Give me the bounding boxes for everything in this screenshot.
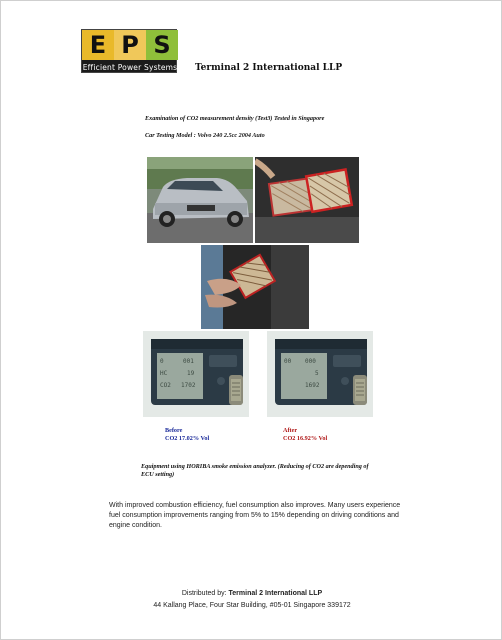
equipment-note: Equipment using HORIBA smoke emission analyzer. (Reducing of CO2 are depending of ECU setting) bbox=[141, 463, 369, 478]
logo-letter-p: P bbox=[114, 30, 146, 60]
before-row-2-value: 19 bbox=[187, 370, 195, 377]
after-title: After bbox=[283, 427, 298, 434]
body-paragraph: With improved combustion efficiency, fuel consumption also improves. Many users experience fuel consumption improvements ranging from 5% to 15% depending on driving conditions and engine condition. bbox=[109, 502, 401, 529]
analyzer-before-photo bbox=[143, 331, 249, 417]
after-co2-value: CO2 16.92% Vol bbox=[283, 434, 328, 442]
after-row-3-value: 1692 bbox=[305, 382, 320, 389]
before-row-1-value: 001 bbox=[183, 358, 194, 365]
filter-install-photo bbox=[201, 245, 309, 329]
before-row-3-label: CO2 bbox=[160, 382, 171, 389]
after-row-1-value: 000 bbox=[305, 358, 316, 365]
after-row-1-label: 00 bbox=[284, 358, 292, 365]
after-caption bbox=[283, 427, 327, 442]
logo-tagline: Efficient Power Systems bbox=[82, 63, 178, 72]
logo-letter-s: S bbox=[146, 30, 178, 60]
distributed-by-label: Distributed by: bbox=[181, 590, 229, 597]
car-photo bbox=[147, 157, 253, 243]
distributor-name: Terminal 2 International LLP bbox=[228, 590, 323, 597]
before-row-3-value: 1702 bbox=[181, 382, 196, 389]
before-co2-value: CO2 17.02% Vol bbox=[165, 434, 210, 442]
logo-letter-e: E bbox=[82, 30, 114, 60]
after-row-2-value: 5 bbox=[315, 370, 319, 377]
distributed-by-line bbox=[1, 590, 502, 597]
examination-title: Examination of CO2 measurement density (Test3) Tested in Singapore bbox=[145, 115, 325, 122]
before-row-1-label: 0 bbox=[160, 358, 164, 365]
eps-logo bbox=[81, 29, 177, 73]
analyzer-after-photo bbox=[267, 331, 373, 417]
before-caption bbox=[165, 427, 209, 442]
distributor-address: 44 Kallang Place, Four Star Building, #05-01 Singapore 339172 bbox=[153, 602, 351, 609]
before-row-2-label: HC bbox=[160, 370, 168, 377]
car-model: Car Testing Model : Volvo 240 2.5cc 2004 Auto bbox=[145, 132, 265, 139]
before-title: Before bbox=[165, 427, 183, 434]
engine-bay-photo bbox=[255, 157, 359, 243]
company-name: Terminal 2 International LLP bbox=[195, 63, 343, 73]
